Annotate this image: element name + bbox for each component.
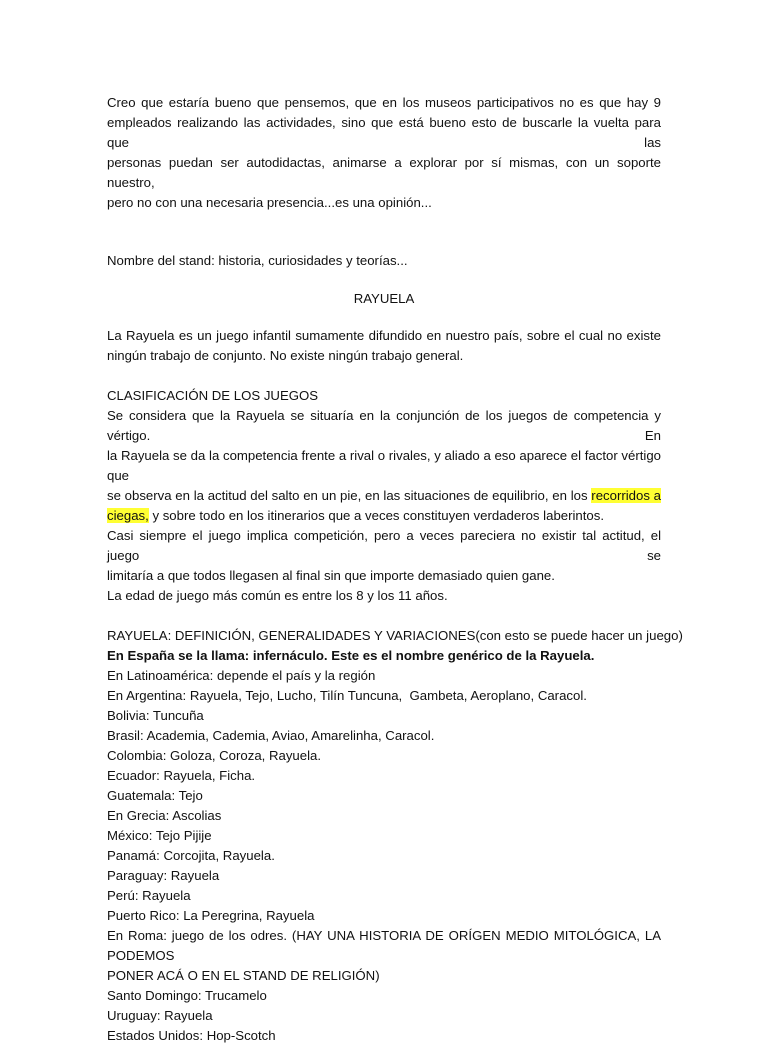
list-item: Santo Domingo: Trucamelo xyxy=(107,988,267,1003)
intro-line-3: personas puedan ser autodidactas, animarse a explorar por sí mismas, con un soporte nuestro, xyxy=(107,155,661,190)
classification-line-3-text: se observa en la actitud del salto en un pie, en las situaciones de equilibrio, en los xyxy=(107,488,588,503)
classification-section xyxy=(107,386,661,606)
rome-line-2: PONER ACÁ O EN EL STAND DE RELIGIÓN) xyxy=(107,968,380,983)
list-item: Brasil: Academia, Cademia, Aviao, Amarelinha, Caracol. xyxy=(107,728,435,743)
document-page xyxy=(107,93,683,1046)
names-section xyxy=(107,626,683,1046)
definition-line-1: La Rayuela es un juego infantil sumamente difundido en nuestro país, sobre el cual no existe xyxy=(107,328,661,343)
list-item: México: Tejo Pijije xyxy=(107,828,212,843)
list-item: Guatemala: Tejo xyxy=(107,788,203,803)
list-item: Perú: Rayuela xyxy=(107,888,191,903)
intro-line-4: pero no con una necesaria presencia...es una opinión... xyxy=(107,195,432,210)
classification-line-4 xyxy=(107,506,661,526)
definition-line-2: ningún trabajo de conjunto. No existe ningún trabajo general. xyxy=(107,348,464,363)
intro-paragraph xyxy=(107,93,661,213)
list-item: Estados Unidos: Hop-Scotch xyxy=(107,1028,276,1043)
list-item: En Latinoamérica: depende el país y la región xyxy=(107,668,376,683)
classification-heading: CLASIFICACIÓN DE LOS JUEGOS xyxy=(107,388,319,403)
classification-line-5: Casi siempre el juego implica competición, pero a veces pareciera no existir tal actitud, el juego se xyxy=(107,528,661,563)
classification-line-1: Se considera que la Rayuela se situaría en la conjunción de los juegos de competencia y vértigo. En xyxy=(107,408,661,443)
list-item: Colombia: Goloza, Coroza, Rayuela. xyxy=(107,748,322,763)
highlighted-text: ciegas, xyxy=(107,508,149,523)
stand-name: Nombre del stand: historia, curiosidades y teorías... xyxy=(107,253,408,268)
list-item: Ecuador: Rayuela, Ficha. xyxy=(107,768,256,783)
list-item: Paraguay: Rayuela xyxy=(107,868,220,883)
intro-line-2: empleados realizando las actividades, sino que está bueno esto de buscarle la vuelta para que las xyxy=(107,115,661,150)
highlighted-text: recorridos a xyxy=(591,488,661,503)
names-heading: RAYUELA: DEFINICIÓN, GENERALIDADES Y VARIACIONES(con esto se puede hacer un juego) xyxy=(107,628,683,643)
classification-line-7: La edad de juego más común es entre los 8 y los 11 años. xyxy=(107,588,448,603)
list-item: Puerto Rico: La Peregrina, Rayuela xyxy=(107,908,315,923)
rome-line-1: En Roma: juego de los odres. (HAY UNA HISTORIA DE ORÍGEN MEDIO MITOLÓGICA, LA PODEMOS xyxy=(107,928,661,963)
classification-line-6: limitaría a que todos llegasen al final sin que importe demasiado quien gane. xyxy=(107,568,555,583)
list-item: En Argentina: Rayuela, Tejo, Lucho, Tilín Tuncuna, Gambeta, Aeroplano, Caracol. xyxy=(107,688,587,703)
document-title: RAYUELA xyxy=(353,291,415,306)
classification-line-4-text: y sobre todo en los itinerarios que a veces constituyen verdaderos laberintos. xyxy=(148,508,605,523)
intro-line-1: Creo que estaría bueno que pensemos, que en los museos participativos no es que hay 9 xyxy=(107,95,661,110)
list-item: Panamá: Corcojita, Rayuela. xyxy=(107,848,275,863)
classification-line-2: la Rayuela se da la competencia frente a rival o rivales, y aliado a eso aparece el factor vértigo que xyxy=(107,448,661,483)
list-item: Uruguay: Rayuela xyxy=(107,1008,213,1023)
classification-line-3 xyxy=(107,486,661,506)
definition-paragraph xyxy=(107,326,661,366)
list-item: En Grecia: Ascolias xyxy=(107,808,222,823)
list-item: Bolivia: Tuncuña xyxy=(107,708,204,723)
names-spain: En España se la llama: infernáculo. Este es el nombre genérico de la Rayuela. xyxy=(107,648,595,663)
